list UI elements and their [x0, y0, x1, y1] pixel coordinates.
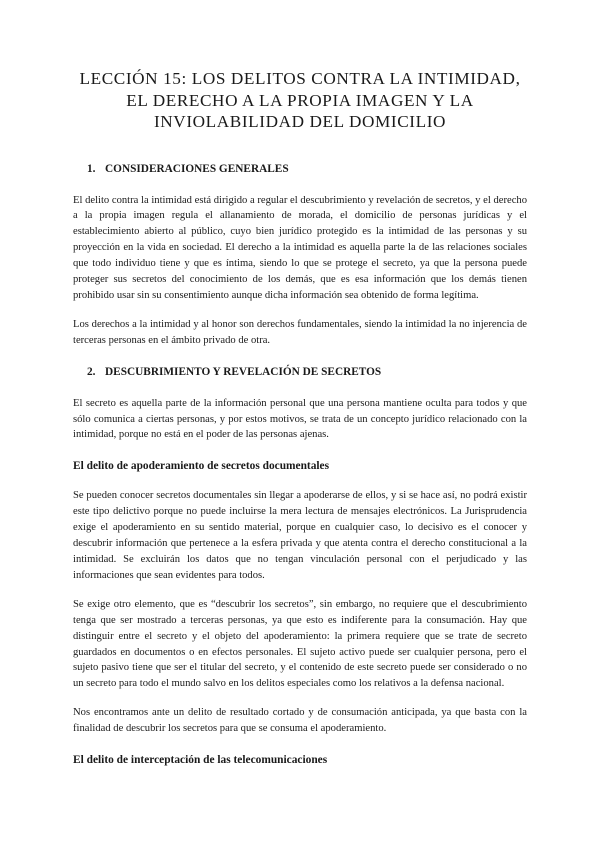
section-number: 2.	[87, 365, 96, 378]
section-heading-1	[87, 163, 527, 175]
section-number: 1.	[87, 162, 96, 175]
title-line: LECCIÓN 15: LOS DELITOS CONTRA LA INTIMIDAD,	[79, 69, 521, 88]
section-heading-2	[87, 366, 527, 378]
title-line: INVIOLABILIDAD DEL DOMICILIO	[153, 112, 447, 131]
subsection-heading: El delito de interceptación de las telecomunicaciones	[73, 754, 328, 767]
section-title: DESCUBRIMIENTO Y REVELACIÓN DE SECRETOS	[105, 365, 382, 378]
paragraph: Nos encontramos ante un delito de resultado cortado y de consumación anticipada, ya que basta con la finalidad de descubrir los secretos para que se consuma el apoderamiento.	[73, 707, 527, 735]
paragraph: Se exige otro elemento, que es “descubrir los secretos”, sin embargo, no requiere que el descubrimiento tenga que ser mostrado a terceras personas, ya que esto es indiferente para la consumación. Hay que distinguir entre el secreto y el objeto del apoderamiento: la primera requiere que se trate de secreto guardados en documentos o en efectos personales. El sujeto activo puede ser cualquier persona, pero el sujeto pasivo tiene que ser el titular del secreto, y el contenido de este secreto puede ser considerado o no un secreto para todo el mundo salvo en los delitos especiales como los relativos a la defensa nacional.	[73, 598, 527, 690]
section-title: CONSIDERACIONES GENERALES	[105, 162, 289, 175]
paragraph: El secreto es aquella parte de la información personal que una persona mantiene oculta para todos y que sólo comunica a ciertas personas, y por estos motivos, se trata de un concepto jurídico relacionado con la intimidad, porque no está en el poder de las personas ajenas.	[73, 397, 527, 441]
paragraph: Se pueden conocer secretos documentales sin llegar a apoderarse de ellos, y si se hace así, no podrá existir este tipo delictivo porque no puede incluirse la mera lectura de mensajes electrónicos. La Jurisprudencia exige el apoderamiento en su sentido material, porque en cualquier caso, lo decisivo es el conocer y descubrir información que pertenece a la esfera privada y que atenta contra el derecho constitucional a la intimidad. Se excluirán los datos que no tengan vinculación personal con el perjudicado y las informaciones que sean evidentes para todos.	[73, 490, 527, 581]
subsection-heading: El delito de apoderamiento de secretos documentales	[73, 460, 330, 473]
paragraph: El delito contra la intimidad está dirigido a regular el descubrimiento y revelación de secretos, y el derecho a la propia imagen regula el allanamiento de morada, el domicilio de personas jurídicas y el establecimiento abierto al público, cuyo bien jurídico protegido es la intimidad de las personas y su proyección en la vida en sociedad. El derecho a la intimidad es aquella parte la de las relaciones sociales que todo individuo tiene y que es íntima, siendo lo que se protege el secreto, ya que la persona puede proteger sus secretos del conocimiento de los demás, que es esa información que los demás tienen prohibido usar sin su consentimiento aunque dicha información sea obtenido de forma legítima.	[73, 194, 527, 301]
title-line: EL DERECHO A LA PROPIA IMAGEN Y LA	[126, 90, 474, 110]
document-title	[73, 68, 527, 133]
paragraph: Los derechos a la intimidad y al honor son derechos fundamentales, siendo la intimidad la no injerencia de terceras personas en el ámbito privado de otra.	[73, 318, 527, 346]
